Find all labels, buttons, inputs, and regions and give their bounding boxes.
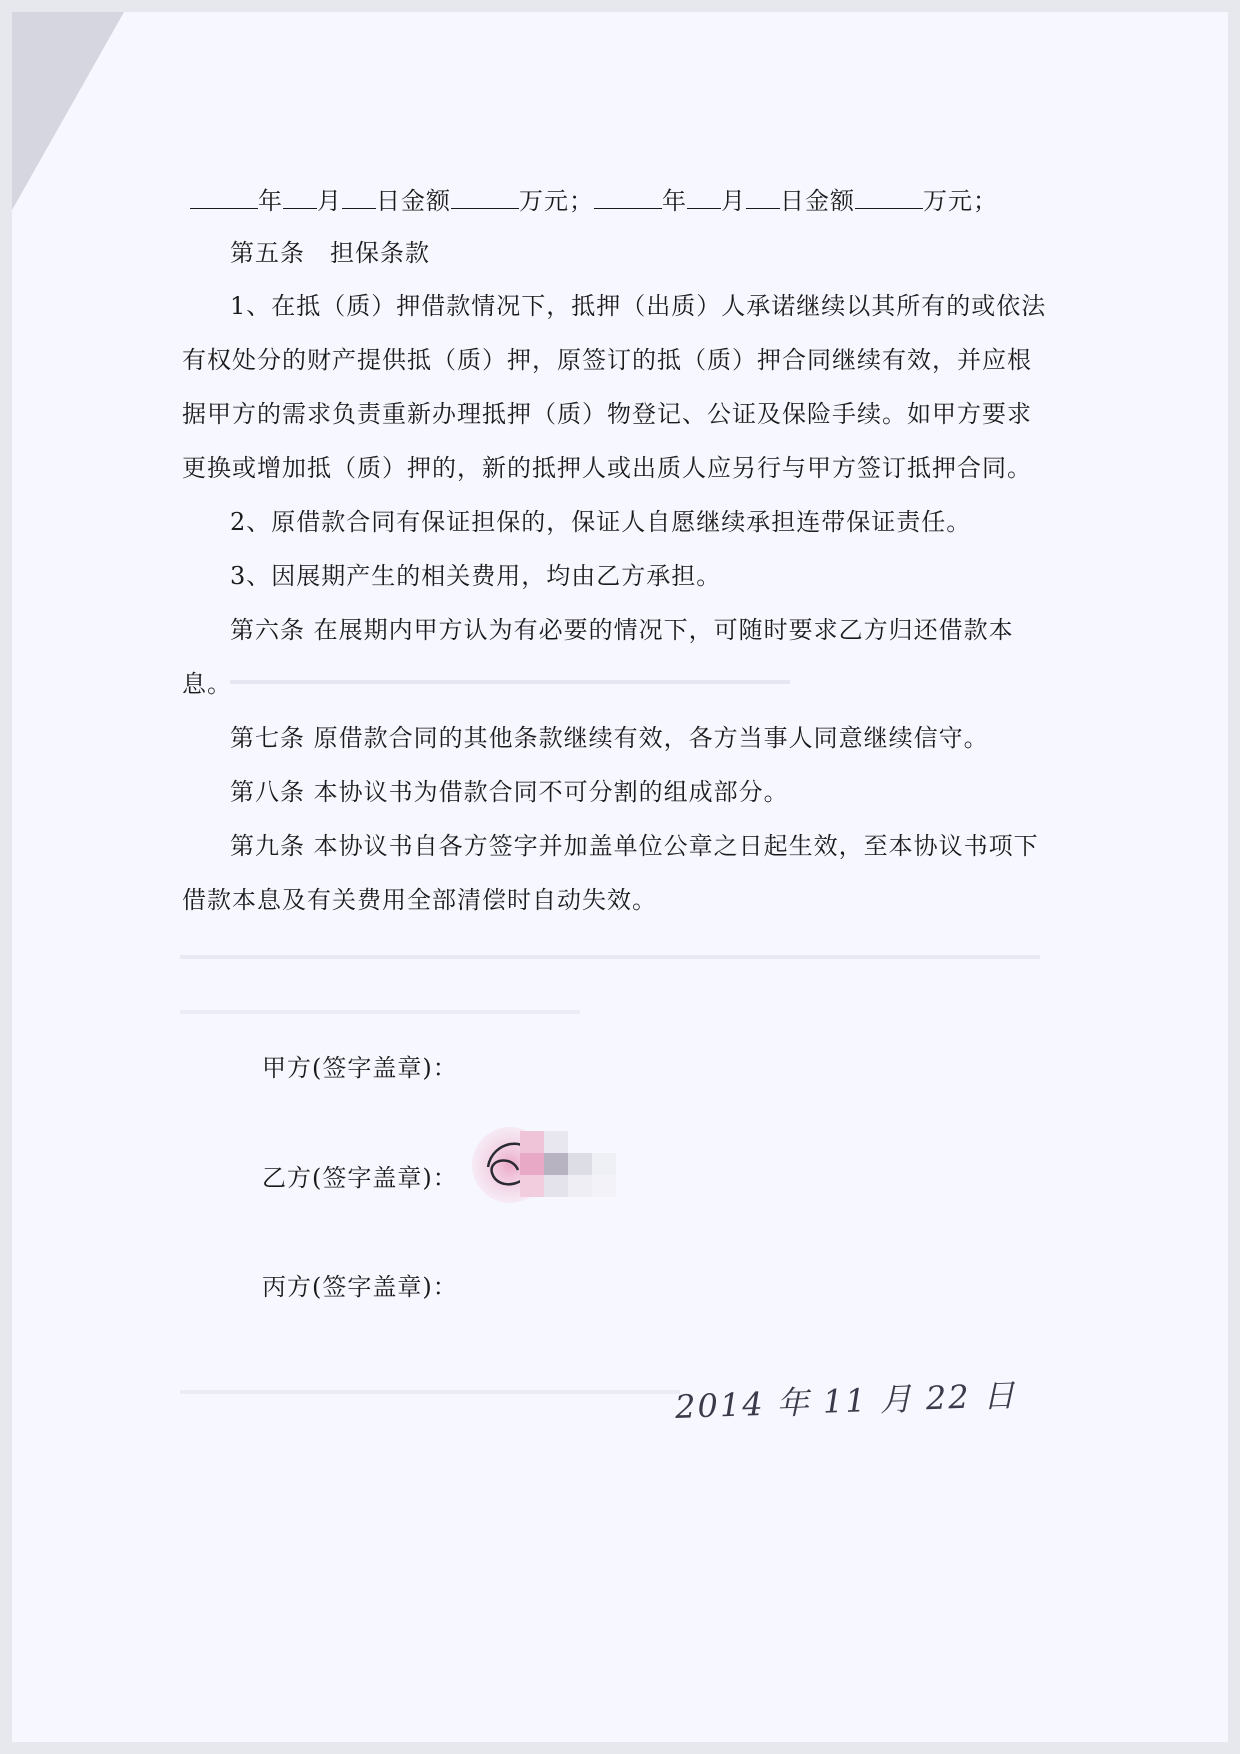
blank-day xyxy=(342,186,376,209)
article5-p1-line3: 据甲方的需求负责重新办理抵押（质）物登记、公证及保险手续。如甲方要求 xyxy=(182,400,1032,428)
article5-p1-line2: 有权处分的财产提供抵（质）押，原签订的抵（质）押合同继续有效，并应根 xyxy=(182,346,1032,374)
bleed-through-4 xyxy=(180,1390,680,1394)
article9-line1: 第九条 本协议书自各方签字并加盖单位公章之日起生效，至本协议书项下 xyxy=(230,832,1039,860)
article6-line2: 息。 xyxy=(182,670,232,698)
amount-schedule-line xyxy=(190,186,998,216)
party-b-signature-label: 乙方(签字盖章)： xyxy=(262,1164,458,1192)
label-month: 月 xyxy=(317,187,342,215)
company-seal-and-redacted-signature xyxy=(470,1115,680,1215)
blank-year xyxy=(190,186,258,209)
blank-month xyxy=(283,186,317,209)
article5-p1-line1: 1、在抵（质）押借款情况下，抵押（出质）人承诺继续以其所有的或依法 xyxy=(230,292,1047,320)
party-c-signature-label: 丙方(签字盖章)： xyxy=(262,1273,458,1301)
label-year: 年 xyxy=(258,187,283,215)
blank-year-2 xyxy=(594,186,662,209)
label-unit-2: 万元； xyxy=(923,187,998,215)
contract-paper xyxy=(12,12,1228,1742)
label-month-2: 月 xyxy=(721,187,746,215)
article5-p3: 3、因展期产生的相关费用，均由乙方承担。 xyxy=(230,562,722,590)
article7: 第七条 原借款合同的其他条款继续有效，各方当事人同意继续信守。 xyxy=(230,724,989,752)
label-day-amount: 日金额 xyxy=(376,187,451,215)
blank-month-2 xyxy=(687,186,721,209)
blank-amount xyxy=(451,186,519,209)
label-day-amount-2: 日金额 xyxy=(780,187,855,215)
party-a-signature-label: 甲方(签字盖章)： xyxy=(262,1054,458,1082)
article8: 第八条 本协议书为借款合同不可分割的组成部分。 xyxy=(230,778,789,806)
blank-day-2 xyxy=(746,186,780,209)
handwritten-signing-date: 2014 年 11 月 22 日 xyxy=(674,1376,1018,1426)
label-year-2: 年 xyxy=(662,187,687,215)
article5-heading: 第五条 担保条款 xyxy=(230,239,430,267)
bleed-through-2 xyxy=(180,955,1040,959)
article5-p2: 2、原借款合同有保证担保的，保证人自愿继续承担连带保证责任。 xyxy=(230,508,972,536)
bleed-through-1 xyxy=(230,680,790,684)
label-unit: 万元； xyxy=(519,187,594,215)
article5-p1-line4: 更换或增加抵（质）押的，新的抵押人或出质人应另行与甲方签订抵押合同。 xyxy=(182,454,1032,482)
article6-line1: 第六条 在展期内甲方认为有必要的情况下，可随时要求乙方归还借款本 xyxy=(230,616,1014,644)
bleed-through-3 xyxy=(180,1010,580,1014)
article9-line2: 借款本息及有关费用全部清偿时自动失效。 xyxy=(182,886,657,914)
blank-amount-2 xyxy=(855,186,923,209)
